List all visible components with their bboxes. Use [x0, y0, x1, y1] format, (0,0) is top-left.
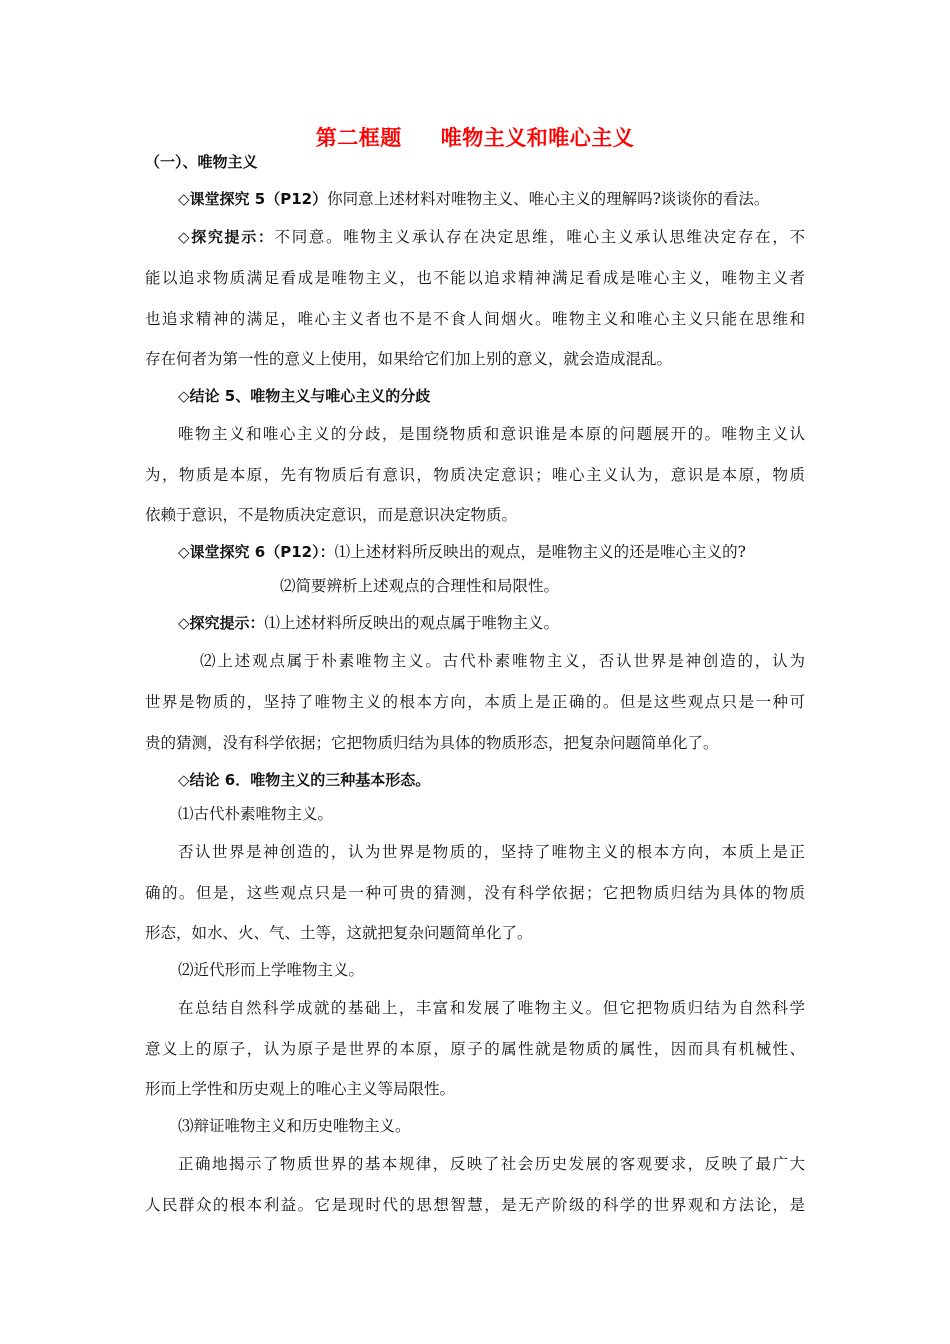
conclusion-5-line-2: 为，物质是本原，先有物质后有意识，物质决定意识；唯心主义认为，意识是本原，物质	[145, 466, 805, 484]
hint-5-line-3: 也追求精神的满足，唯心主义者也不是不食人间烟火。唯物主义和唯心主义只能在思维和	[145, 310, 805, 328]
form-2-line-1: 在总结自然科学成就的基础上，丰富和发展了唯物主义。但它把物质归结为自然科学	[178, 999, 805, 1017]
hint-5-line-2: 能以追求物质满足看成是唯物主义，也不能以追求精神满足看成是唯心主义，唯物主义者	[145, 269, 805, 287]
form-1-line-3: 形态，如水、火、气、土等，这就把复杂问题简单化了。	[145, 924, 533, 942]
conclusion-6-heading: ◇结论 6．唯物主义的三种基本形态。	[178, 771, 431, 789]
form-3-line-1: 正确地揭示了物质世界的基本规律，反映了社会历史发展的客观要求，反映了最广大	[178, 1155, 805, 1173]
inquiry-5-label: ◇课堂探究 5（P12）	[178, 190, 328, 208]
conclusion-5-heading: ◇结论 5、唯物主义与唯心主义的分歧	[178, 387, 431, 405]
form-2-heading: ⑵近代形而上学唯物主义。	[178, 961, 365, 979]
conclusion-5-line-1: 唯物主义和唯心主义的分歧，是围绕物质和意识谁是本原的问题展开的。唯物主义认	[178, 425, 805, 443]
form-1-line-1: 否认世界是神创造的，认为世界是物质的，坚持了唯物主义的根本方向，本质上是正	[178, 843, 805, 861]
hint-5-line-4: 存在何者为第一性的意义上使用，如果给它们加上别的意义，就会造成混乱。	[145, 350, 673, 368]
page-title: 第二框题 唯物主义和唯心主义	[315, 126, 635, 150]
hint-6-line-3: 世界是物质的，坚持了唯物主义的根本方向，本质上是正确的。但是这些观点只是一种可	[145, 693, 805, 711]
form-2-line-3: 形而上学性和历史观上的唯心主义等局限性。	[145, 1080, 456, 1098]
inquiry-6-label: ◇课堂探究 6（P12）：	[178, 543, 335, 561]
hint-5-line-1: ◇探究提示：不同意。唯物主义承认存在决定思维，唯心主义承认思维决定存在，不	[178, 228, 805, 246]
hint-6-label: ◇探究提示：	[178, 614, 265, 632]
hint-6-line-4: 贵的猜测，没有科学依据；它把物质归结为具体的物质形态，把复杂问题简单化了。	[145, 734, 719, 752]
form-3-line-2: 人民群众的根本利益。它是现时代的思想智慧，是无产阶级的科学的世界观和方法论，是	[145, 1196, 805, 1214]
form-1-heading: ⑴古代朴素唯物主义。	[178, 805, 334, 823]
form-2-line-2: 意义上的原子，认为原子是世界的本原，原子的属性就是物质的属性，因而具有机械性、	[145, 1040, 805, 1058]
form-3-heading: ⑶辩证唯物主义和历史唯物主义。	[178, 1117, 411, 1135]
hint-5-label: ◇探究提示：	[178, 228, 275, 246]
section-heading: （一）、唯物主义	[145, 153, 258, 171]
conclusion-5-line-3: 依赖于意识，不是物质决定意识，而是意识决定物质。	[145, 506, 518, 524]
hint-6-line-2: ⑵上述观点属于朴素唯物主义。古代朴素唯物主义，否认世界是神创造的，认为	[200, 652, 805, 670]
form-1-line-2: 确的。但是，这些观点只是一种可贵的猜测，没有科学依据；它把物质归结为具体的物质	[145, 884, 805, 902]
inquiry-5-text: 你同意上述材料对唯物主义、唯心主义的理解吗?谈谈你的看法。	[327, 190, 770, 208]
hint-6-line-1: ◇探究提示：⑴上述材料所反映出的观点属于唯物主义。	[178, 614, 560, 632]
inquiry-6-line-1: ◇课堂探究 6（P12）：⑴上述材料所反映出的观点，是唯物主义的还是唯心主义的?	[178, 543, 746, 561]
inquiry-6-line-2: ⑵简要辨析上述观点的合理性和局限性。	[280, 577, 560, 595]
inquiry-5	[178, 188, 769, 210]
